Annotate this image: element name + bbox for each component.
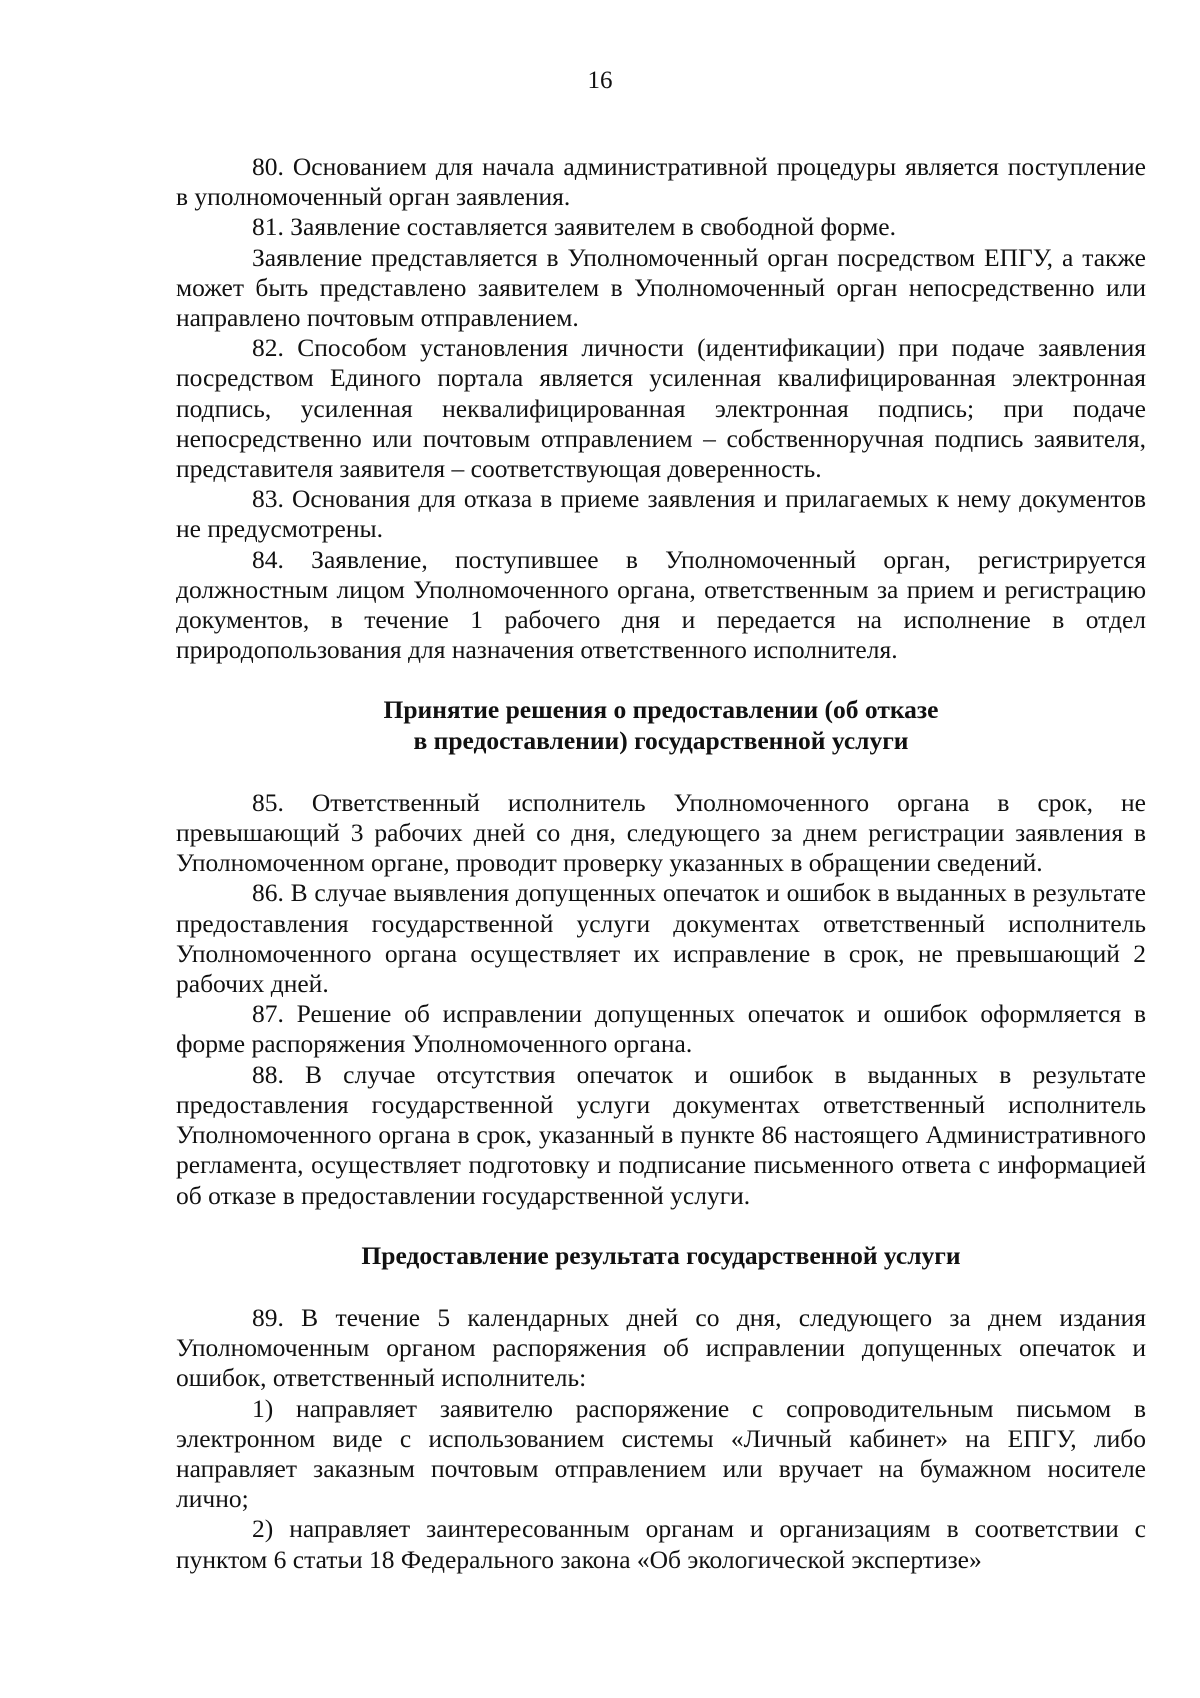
paragraph-81: 81. Заявление составляется заявителем в свободной форме. xyxy=(252,212,896,242)
paragraph-86: 86. В случае выявления допущенных опечаток и ошибок в выданных в результате предоставления государственной услуги документах ответственный исполнитель Уполномоченного органа осуществляет их исправление в срок, не превышающий 2 рабочих дней. xyxy=(176,878,1146,999)
paragraph-82: 82. Способом установления личности (идентификации) при подаче заявления посредством Единого портала является усиленная квалифицированная электронная подпись, усиленная неквалифицированная электронная подпись; при подаче непосредственно или почтовым отправлением – собственноручная подпись заявителя, представителя заявителя – соответствующая доверенность. xyxy=(176,333,1146,484)
section-heading-decision-line2: в предоставлении) государственной услуги xyxy=(413,725,909,755)
paragraph-89: 89. В течение 5 календарных дней со дня, следующего за днем издания Уполномоченным органом распоряжения об исправлении допущенных опечаток и ошибок, ответственный исполнитель: xyxy=(176,1302,1146,1393)
paragraph-84: 84. Заявление, поступившее в Уполномоченный орган, регистрируется должностным лицом Уполномоченного органа, ответственным за прием и регистрацию документов, в течение 1 рабочего дня и передается на исполнение в отдел природопользования для назначения ответственного исполнителя. xyxy=(176,544,1146,665)
paragraph-83: 83. Основания для отказа в приеме заявления и прилагаемых к нему документов не предусмотрены. xyxy=(176,484,1146,544)
document-body xyxy=(176,152,1146,1575)
page-number: 16 xyxy=(587,67,613,94)
paragraph-89-item-2: 2) направляет заинтересованным органам и организациям в соответствии с пунктом 6 статьи 18 Федерального закона «Об экологической экспертизе» xyxy=(176,1514,1146,1574)
section-heading-decision-line1: Принятие решения о предоставлении (об отказе xyxy=(383,695,939,725)
section-result-body xyxy=(176,1303,1146,1575)
paragraph-80: 80. Основанием для начала административной процедуры является поступление в уполномоченный орган заявления. xyxy=(176,152,1146,212)
paragraph-81-continued: Заявление представляется в Уполномоченный орган посредством ЕПГУ, а также может быть представлено заявителем в Уполномоченный орган непосредственно или направлено почтовым отправлением. xyxy=(176,242,1146,333)
paragraph-89-item-1: 1) направляет заявителю распоряжение с сопроводительным письмом в электронном виде с использованием системы «Личный кабинет» на ЕПГУ, либо направляет заказным почтовым отправлением или вручает на бумажном носителе лично; xyxy=(176,1393,1146,1514)
paragraph-87: 87. Решение об исправлении допущенных опечаток и ошибок оформляется в форме распоряжения Уполномоченного органа. xyxy=(176,999,1146,1059)
section-heading-result: Предоставление результата государственной услуги xyxy=(361,1240,961,1270)
paragraph-85: 85. Ответственный исполнитель Уполномоченного органа в срок, не превышающий 3 рабочих дней со дня, следующего за днем регистрации заявления в Уполномоченном органе, проводит проверку указанных в обращении сведений. xyxy=(176,787,1146,878)
section-decision-body xyxy=(176,788,1146,1211)
section-heading-decision xyxy=(176,695,1146,755)
paragraph-88: 88. В случае отсутствия опечаток и ошибок в выданных в результате предоставления государственной услуги документах ответственный исполнитель Уполномоченного органа в срок, указанный в пункте 86 настоящего Административного регламента, осуществляет подготовку и подписание письменного ответа с информацией об отказе в предоставлении государственной услуги. xyxy=(176,1059,1146,1210)
